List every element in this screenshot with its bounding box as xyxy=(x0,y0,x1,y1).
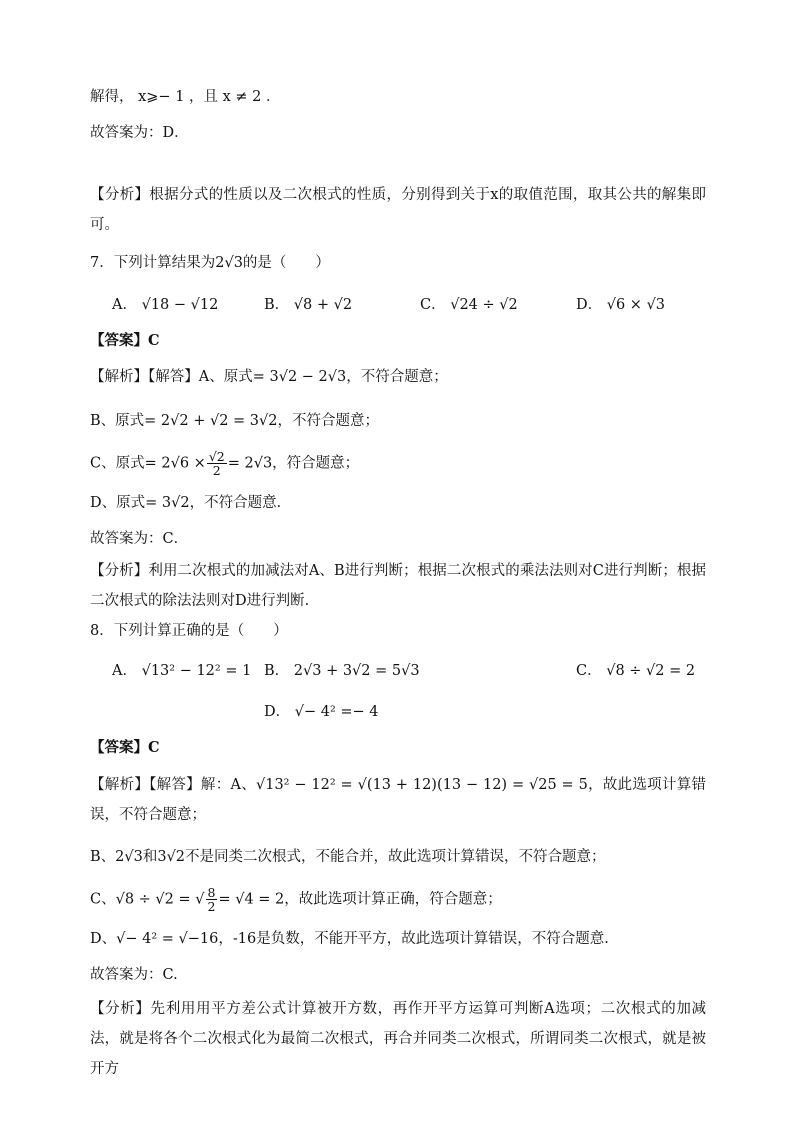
analysis-paragraph: 【分析】根据分式的性质以及二次根式的性质，分别得到关于x的取值范围，取其公共的解集即可。 xyxy=(90,187,706,233)
q8-answer: 【答案】C xyxy=(90,739,160,756)
q7-option-a: A． √18 − √12 xyxy=(112,297,219,313)
solution-text: 解得， x⩾− 1 ，且 x ≠ 2 ． xyxy=(90,89,281,105)
q8-option-d: D． √− 4² =− 4 xyxy=(264,704,379,720)
q8-solution-d: D、√− 4² = √−16，-16是负数，不能开平方，故此选项计算错误，不符合题意. xyxy=(90,931,609,947)
fraction: $\frac{√2}{2}$ xyxy=(208,449,225,478)
q8-analysis: 【分析】先利用用平方差公式计算被开方数，再作开平方运算可判断A选项；二次根式的加减法，就是将各个二次根式化为最简二次根式，再合并同类二次根式，所谓同类二次根式，就是被开方 xyxy=(90,1001,706,1077)
q8-solution-b: B、2√3和3√2不是同类二次根式，不能合并，故此选项计算错误，不符合题意； xyxy=(90,849,606,865)
q7-solution-a: 【解析】【解答】A、原式= 3√2 − 2√3，不符合题意； xyxy=(90,369,448,385)
q7-option-d: D． √6 × √3 xyxy=(576,297,666,313)
q7-option-c: C． √24 ÷ √2 xyxy=(420,297,518,313)
q8-answer-summary: 故答案为：C. xyxy=(90,967,178,983)
q7-analysis: 【分析】利用二次根式的加减法对A、B进行判断；根据二次根式的乘法法则对C进行判断；根据二次根式的除法法则对D进行判断. xyxy=(90,563,706,609)
q8-option-c: C． √8 ÷ √2 = 2 xyxy=(576,663,696,679)
question-8-stem: 8．下列计算正确的是（ ） xyxy=(90,623,288,639)
q8-solution-a: 【解析】【解答】解：A、√13² − 12² = √(13 + 12)(13 − 12) = √25 = 5，故此选项计算错误，不符合题意； xyxy=(90,777,706,823)
q7-solution-d: D、原式= 3√2，不符合题意． xyxy=(90,495,292,511)
q7-answer-summary: 故答案为：C． xyxy=(90,531,189,547)
q7-answer: 【答案】C xyxy=(90,332,160,349)
q8-option-a: A． √13² − 12² = 1 xyxy=(112,663,252,679)
q8-solution-c: C、√8 ÷ √2 = √ $\frac{8}{2}$ = √4 = 2，故此选项计算正确，符合题意； xyxy=(90,885,502,914)
q7-solution-c: C、原式= 2√6 × $\frac{√2}{2}$ = 2√3，符合题意； xyxy=(90,449,360,478)
q7-option-b: B． √8 + √2 xyxy=(264,297,353,313)
fraction: $\frac{8}{2}$ xyxy=(207,885,216,914)
question-7-stem: 7．下列计算结果为2√3的是（ ） xyxy=(90,255,330,271)
q7-solution-b: B、原式= 2√2 + √2 = 3√2，不符合题意； xyxy=(90,413,379,429)
answer-summary: 故答案为：D． xyxy=(90,125,189,141)
q8-option-b: B． 2√3 + 3√2 = 5√3 xyxy=(264,663,420,679)
